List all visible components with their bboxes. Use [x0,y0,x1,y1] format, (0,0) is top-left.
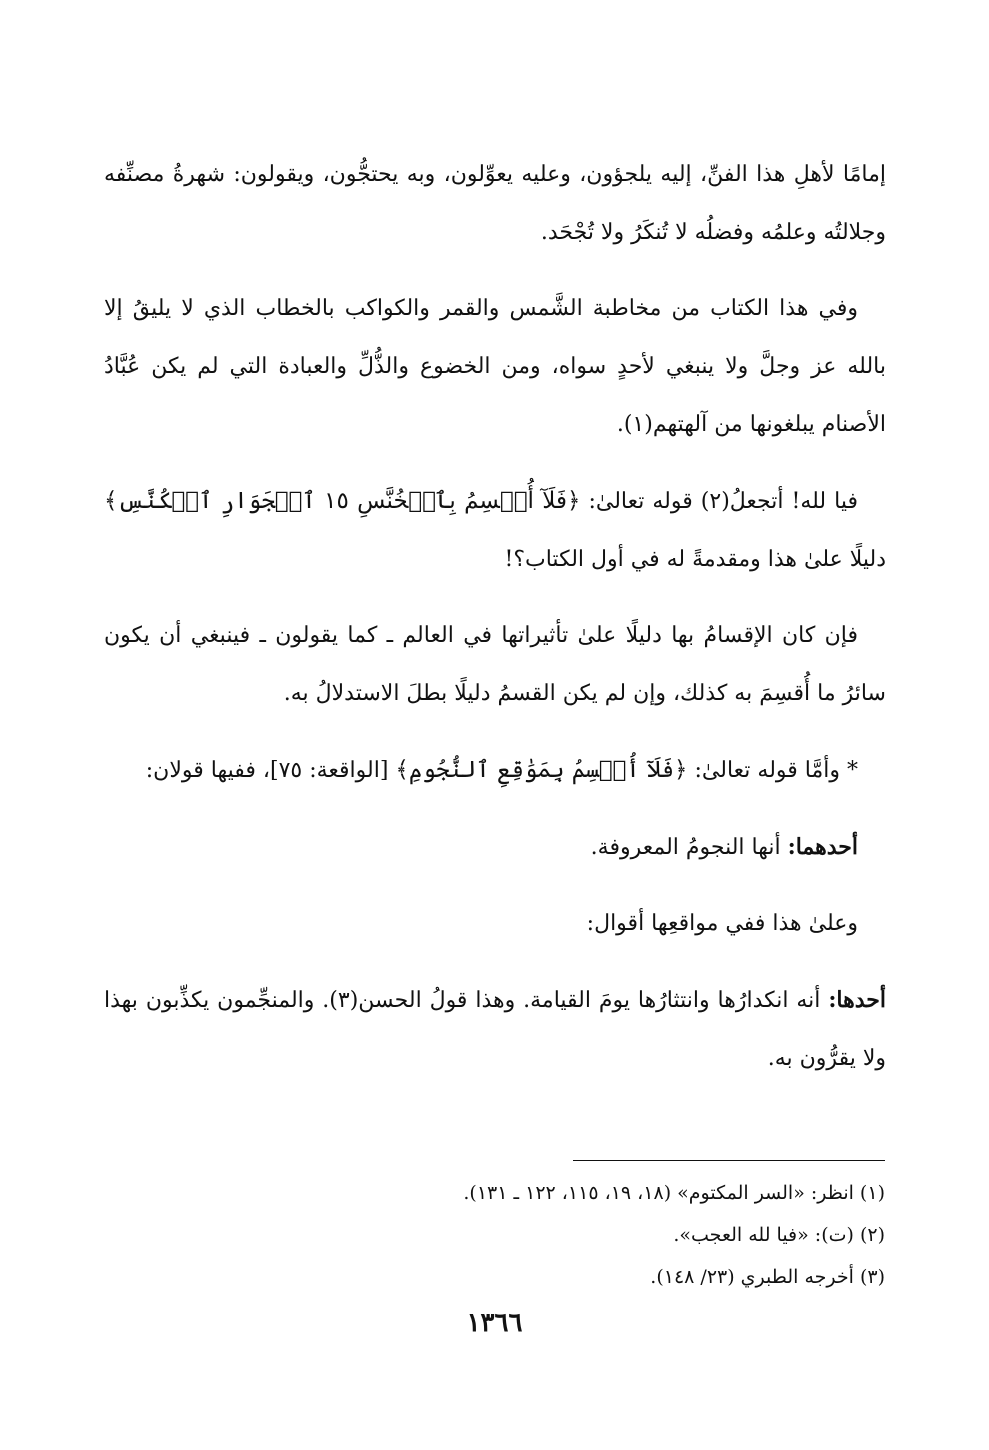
paragraph-3-before: فيا لله! أتجعلُ(٢) قوله تعالىٰ: [580,489,858,514]
footnote-3: (٣) أخرجه الطبري (٢٣/ ١٤٨). [650,1266,885,1288]
paragraph-3-after: دليلًا علىٰ هذا ومقدمةً له في أول الكتاب؟! [504,547,886,572]
paragraph-6-lead: أحدهما: [787,834,858,860]
paragraph-5-after: [الواقعة: ٧٥]، ففيها قولان: [145,758,396,783]
paragraph-4: فإن كان الإقسامُ بها دليلًا علىٰ تأثيراتها في العالم ـ كما يقولون ـ فينبغي أن يكون سائرُ ما أُقسِمَ به كذلك، وإن لم يكن القسمُ دليلًا بطلَ الاستدلالُ به. [104,623,886,706]
paragraph-5-before: * وأمَّا قوله تعالىٰ: [687,758,858,783]
paragraph-2: وفي هذا الكتاب من مخاطبة الشَّمس والقمر والكواكب بالخطاب الذي لا يليقُ إلا بالله عز وجلَّ ولا ينبغي لأحدٍ سواه، ومن الخضوع والذُّلِّ والعبادة التي لم يكن عُبَّادُ الأصنام يبلغونها من آلهتهم(١). [104,296,886,437]
quran-verse-1: ﴿فَلَآ أُقۡسِمُ بِٱلۡخُنَّسِ ١٥ ٱلۡجَوَارِ ٱلۡكُنَّسِ﴾ [104,488,581,514]
main-text [104,146,886,1106]
footnote-divider [573,1160,885,1161]
paragraph-6 [104,818,886,877]
paragraph-1: إمامًا لأهلِ هذا الفنِّ، إليه يلجؤون، وعليه يعوِّلون، وبه يحتجُّون، ويقولون: شهرةُ مصنِّفه وجلالتُه وعلمُه وفضلُه لا تُنكَرُ ولا تُجْحَد. [104,162,886,245]
paragraph-7: وعلىٰ هذا ففي مواقعِها أقوال: [586,911,858,936]
quran-verse-2: ﴿فَلَآ أُقۡسِمُ بِمَوَٰقِعِ ٱلنُّجُومِ﴾ [395,757,688,783]
footnote-2: (٢) (ت): «فيا لله العجب». [673,1224,885,1246]
footnotes [300,1172,885,1298]
paragraph-8 [104,971,886,1088]
paragraph-5 [104,741,886,800]
page-number: ١٣٦٦ [466,1308,523,1338]
paragraph-6-text: أنها النجومُ المعروفة. [590,835,788,860]
paragraph-8-text: أنه انكدارُها وانتثارُها يومَ القيامة. وهذا قولُ الحسن(٣). والمنجِّمون يكذِّبون بهذا ولا يقرُّون به. [104,988,886,1071]
footnote-1: (١) انظر: «السر المكتوم» (١٨، ١٩، ١١٥، ١٢٢ ـ ١٣١). [463,1182,885,1204]
paragraph-3 [104,472,886,589]
paragraph-8-lead: أحدها: [828,987,886,1013]
